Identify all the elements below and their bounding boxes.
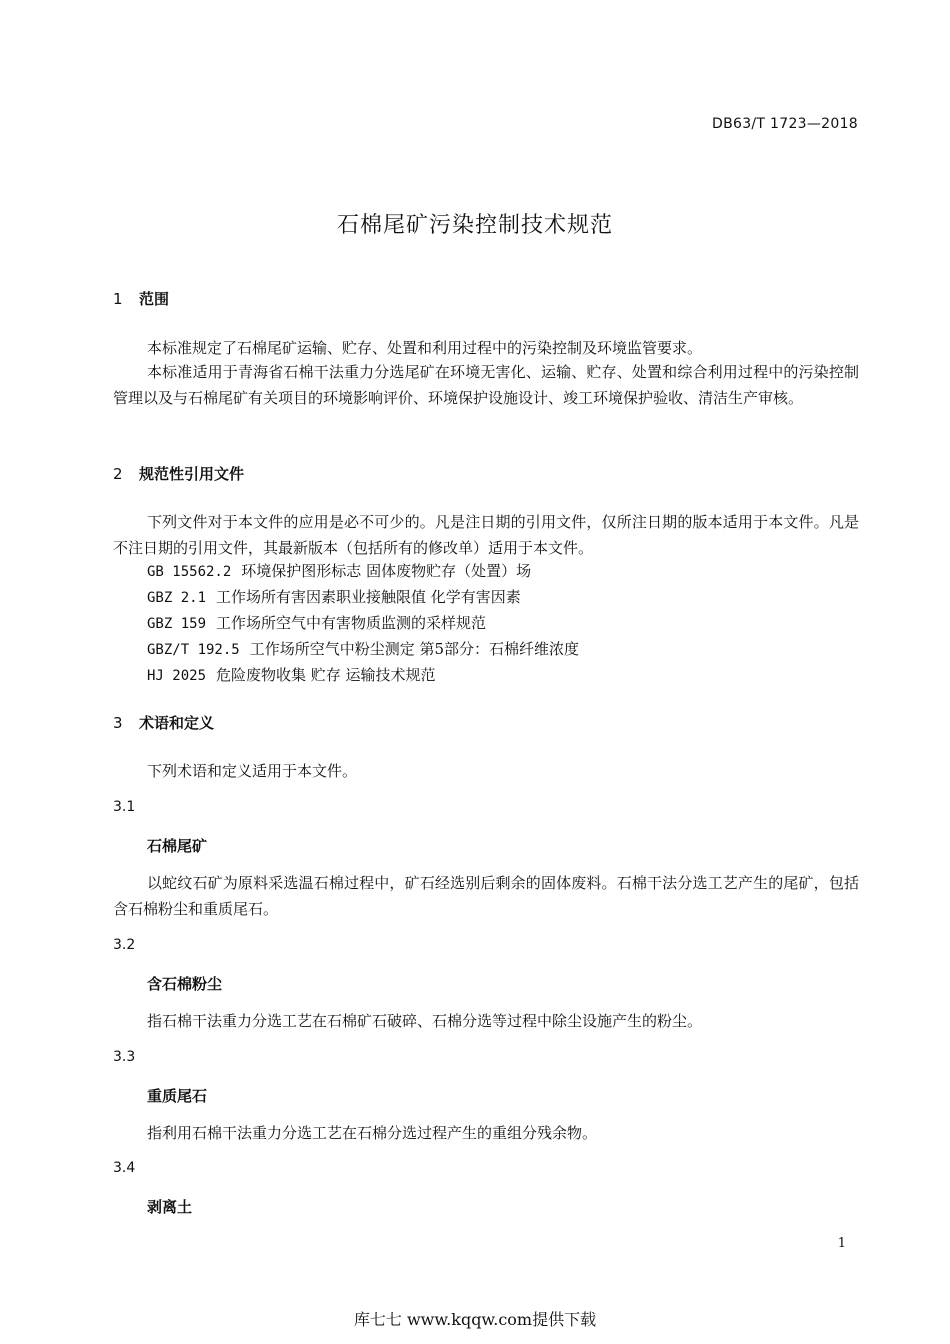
clause-3-2-number: 3.2 bbox=[113, 937, 136, 953]
reference-code: GBZ 159 bbox=[147, 616, 207, 632]
section-2-heading bbox=[113, 463, 244, 484]
section-1-number: 1 bbox=[113, 290, 123, 308]
standard-code: DB63/T 1723—2018 bbox=[712, 116, 858, 132]
reference-title: 工作场所有害因素职业接触限值 化学有害因素 bbox=[216, 588, 521, 606]
clause-3-2-definition: 指石棉干法重力分选工艺在石棉矿石破碎、石棉分选等过程中除尘设施产生的粉尘。 bbox=[147, 1012, 703, 1030]
download-source-note: 库七七 www.kqqw.com提供下载 bbox=[353, 1310, 597, 1329]
reference-list bbox=[147, 559, 579, 689]
reference-title: 环境保护图形标志 固体废物贮存（处置）场 bbox=[241, 562, 532, 580]
reference-item bbox=[147, 559, 579, 585]
reference-item bbox=[147, 637, 579, 663]
clause-3-4-term: 剥离土 bbox=[147, 1198, 193, 1216]
clause-3-3-term: 重质尾石 bbox=[147, 1087, 208, 1105]
clause-3-3-number: 3.3 bbox=[113, 1049, 136, 1065]
clause-3-2-term: 含石棉粉尘 bbox=[147, 975, 223, 993]
reference-item bbox=[147, 663, 579, 689]
reference-item bbox=[147, 611, 579, 637]
reference-item bbox=[147, 585, 579, 611]
section-1-paragraph-2: 本标准适用于青海省石棉干法重力分选尾矿在环境无害化、运输、贮存、处置和综合利用过程中的污染控制管理以及与石棉尾矿有关项目的环境影响评价、环境保护设施设计、竣工环境保护验收、清洁生产审核。 bbox=[113, 363, 859, 407]
section-1-heading bbox=[113, 288, 169, 309]
section-1-title: 范围 bbox=[139, 290, 170, 308]
reference-title: 危险废物收集 贮存 运输技术规范 bbox=[216, 666, 436, 684]
clause-3-1-number: 3.1 bbox=[113, 799, 136, 815]
reference-code: GBZ/T 192.5 bbox=[147, 642, 240, 658]
section-3-heading bbox=[113, 712, 214, 733]
section-3-intro: 下列术语和定义适用于本文件。 bbox=[147, 762, 358, 780]
reference-title: 工作场所空气中粉尘测定 第5部分：石棉纤维浓度 bbox=[249, 640, 580, 658]
section-2-title: 规范性引用文件 bbox=[139, 465, 245, 483]
section-2-intro: 下列文件对于本文件的应用是必不可少的。凡是注日期的引用文件，仅所注日期的版本适用于本文件。凡是不注日期的引用文件，其最新版本（包括所有的修改单）适用于本文件。 bbox=[113, 513, 859, 557]
page-number: 1 bbox=[837, 1236, 846, 1251]
document-title: 石棉尾矿污染控制技术规范 bbox=[336, 213, 613, 238]
clause-3-1-term: 石棉尾矿 bbox=[147, 837, 208, 855]
section-1-paragraph-1: 本标准规定了石棉尾矿运输、贮存、处置和利用过程中的污染控制及环境监管要求。 bbox=[147, 339, 703, 357]
reference-code: GB 15562.2 bbox=[147, 564, 232, 580]
reference-code: HJ 2025 bbox=[147, 668, 207, 684]
clause-3-4-number: 3.4 bbox=[113, 1160, 136, 1176]
section-3-number: 3 bbox=[113, 714, 123, 732]
reference-code: GBZ 2.1 bbox=[147, 590, 207, 606]
section-3-title: 术语和定义 bbox=[139, 714, 215, 732]
section-2-number: 2 bbox=[113, 465, 123, 483]
reference-title: 工作场所空气中有害物质监测的采样规范 bbox=[216, 614, 487, 632]
clause-3-3-definition: 指利用石棉干法重力分选工艺在石棉分选过程产生的重组分残余物。 bbox=[147, 1124, 598, 1142]
clause-3-1-definition: 以蛇纹石矿为原料采选温石棉过程中，矿石经选别后剩余的固体废料。石棉干法分选工艺产生的尾矿，包括含石棉粉尘和重质尾石。 bbox=[113, 874, 859, 918]
